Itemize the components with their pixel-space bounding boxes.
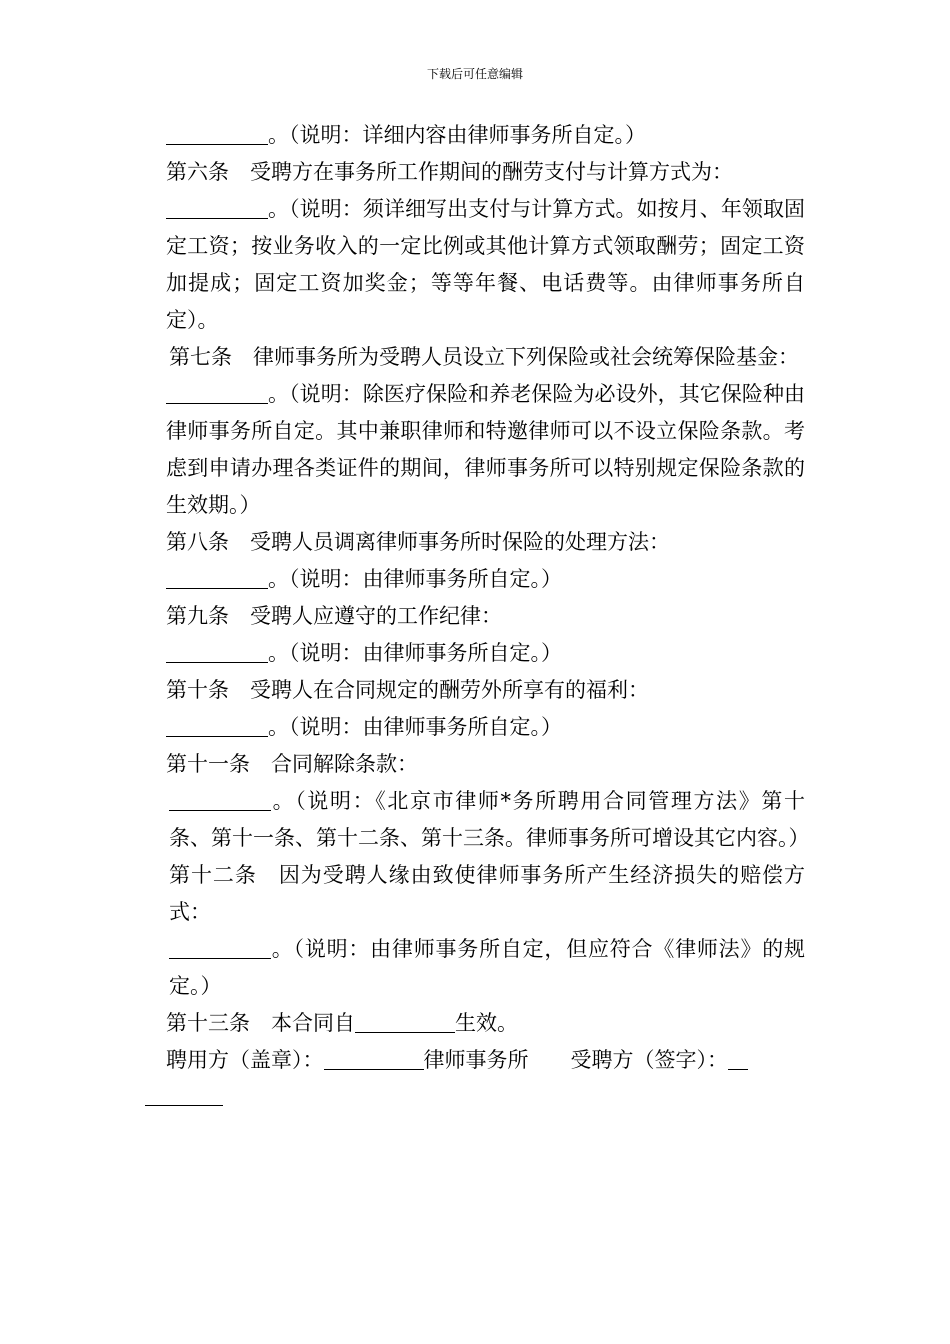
signature-line: 聘用方（盖章）： 律师事务所 受聘方（签字）： — [145, 1042, 805, 1079]
contract-body — [145, 117, 810, 1106]
article-12-note: 。（说明：由律师事务所自定，但应符合《律师法》的规定。） — [145, 931, 805, 1005]
blank-field[interactable] — [166, 638, 268, 663]
article-13: 第十三条 本合同自 生效。 — [145, 1005, 805, 1042]
article-8-title: 第八条 受聘人员调离律师事务所时保险的处理方法： — [166, 530, 670, 554]
employee-signature-field-cont[interactable] — [145, 1079, 223, 1106]
article-7-note: 。（说明：除医疗保险和养老保险为必设外，其它保险种由律师事务所自定。其中兼职律师和特邀律师可以不设立保险条款。考虑到申请办理各类证件的期间，律师事务所可以特别规定保险条款的生效期。） — [145, 376, 805, 524]
page-header: 下载后可任意编辑 — [426, 67, 523, 81]
article-6-title: 第六条 受聘方在事务所工作期间的酬劳支付与计算方式为： — [166, 160, 733, 184]
blank-field[interactable] — [169, 934, 271, 959]
blank-field[interactable] — [166, 564, 268, 589]
clause-5-note: 。（说明：详细内容由律师事务所自定。） — [145, 117, 805, 154]
blank-field[interactable] — [169, 786, 271, 811]
effective-date-field[interactable] — [355, 1008, 455, 1033]
article-12-title: 第十二条 因为受聘人缘由致使律师事务所产生经济损失的赔偿方式： — [169, 863, 805, 924]
article-11-note: 。（说明：《北京市律师*务所聘用合同管理方法》第十条、第十一条、第十二条、第十三条。律师事务所可增设其它内容。） — [145, 783, 805, 857]
article-9-title: 第九条 受聘人应遵守的工作纪律： — [166, 604, 502, 628]
article-10-title: 第十条 受聘人在合同规定的酬劳外所享有的福利： — [166, 678, 649, 702]
blank-field[interactable] — [166, 379, 268, 404]
blank-field[interactable] — [166, 194, 268, 219]
article-11-title: 第十一条 合同解除条款： — [166, 752, 418, 776]
blank-field[interactable] — [166, 120, 268, 145]
blank-field[interactable] — [166, 712, 268, 737]
employer-seal-field[interactable] — [324, 1045, 424, 1070]
article-8-note: 。（说明：由律师事务所自定。） — [145, 561, 805, 598]
article-10-note: 。（说明：由律师事务所自定。） — [145, 709, 805, 746]
employee-signature-field[interactable] — [728, 1045, 748, 1070]
article-7-title: 第七条 律师事务所为受聘人员设立下列保险或社会统筹保险基金： — [169, 345, 799, 369]
article-9-note: 。（说明：由律师事务所自定。） — [145, 635, 805, 672]
article-6-note: 。（说明：须详细写出支付与计算方式。如按月、年领取固定工资；按业务收入的一定比例或其他计算方式领取酬劳；固定工资加提成；固定工资加奖金；等等年餐、电话费等。由律师事务所自定）。 — [145, 191, 805, 339]
